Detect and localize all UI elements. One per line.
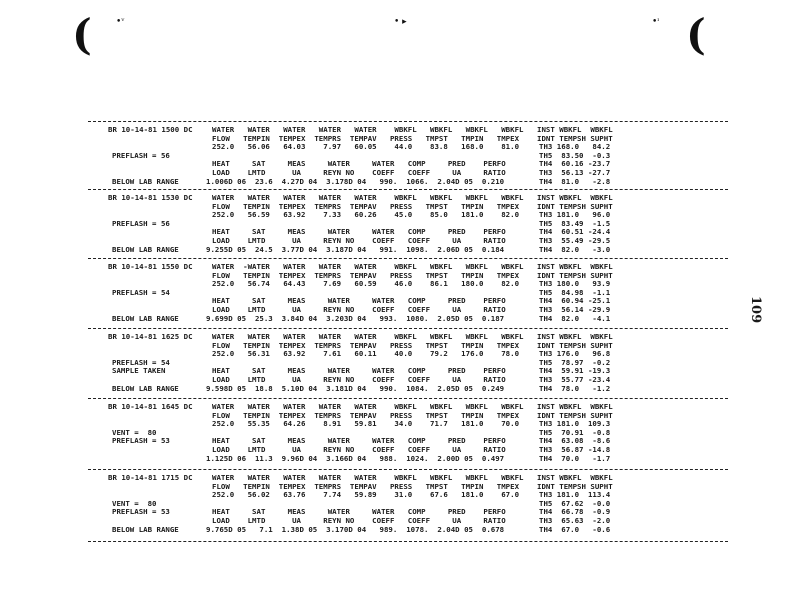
inst-row: TH3 180.0 93.9 (539, 279, 611, 289)
record-note: VENT = 80 (112, 498, 157, 508)
header-row-3: HEAT SAT MEAS WATER WATER COMP PRED PERFO (212, 507, 506, 517)
value-row-1: 252.0 56.02 63.76 7.74 59.89 31.0 67.6 181.0 67.0 (212, 490, 520, 500)
record-note: PREFLASH = 54 (112, 357, 170, 367)
inst-row: TH4 70.0 -1.7 (539, 453, 611, 463)
scan-mark: • ▸ (394, 17, 407, 27)
record-note: SAMPLE TAKEN (112, 366, 166, 376)
value-row-2: 9.699D 05 25.3 3.84D 04 3.203D 04 993. 1080. 2.05D 05 0.187 (206, 313, 505, 323)
header-row-1: WATER WATER WATER WATER WATER WBKFL WBKFL WBKFL WBKFL (212, 332, 524, 341)
header-row-4: LOAD LMTD UA REYN NO COEFF COEFF UA RATIO (212, 168, 506, 177)
inst-header-2: IDNT TEMPSH SUPHT (537, 340, 613, 350)
record-id: BR 10-14-81 1645 DC (108, 402, 193, 411)
record-id: BR 10-14-81 1500 DC (108, 125, 193, 134)
scan-mark: •ᵛ (116, 17, 125, 27)
range-note: BELOW LAB RANGE (112, 176, 179, 186)
header-row-1: WATER WATER WATER WATER WATER WBKFL WBKFL WBKFL WBKFL (212, 125, 524, 134)
separator-rule (88, 469, 728, 470)
value-row-1: 252.0 56.59 63.92 7.33 60.26 45.0 85.0 181.0 82.0 (212, 210, 520, 220)
header-row-3: HEAT SAT MEAS WATER WATER COMP PRED PERFO (212, 227, 506, 237)
record-id: BR 10-14-81 1550 DC (108, 262, 193, 271)
scan-mark: •ᶦ (652, 17, 660, 27)
inst-row: TH4 60.16 -23.7 (539, 159, 611, 169)
header-row-2: FLOW TEMPIN TEMPEX TEMPRS TEMPAV PRESS TMPST TMPIN TMPEX (212, 270, 520, 280)
right-bracket-mark: ( (686, 10, 706, 59)
inst-header-1: INST WBKFL WBKFL (537, 473, 613, 482)
record-note: PREFLASH = 56 (112, 150, 170, 160)
inst-header-1: INST WBKFL WBKFL (537, 402, 613, 411)
inst-header-1: INST WBKFL WBKFL (537, 332, 613, 341)
header-row-3: HEAT SAT MEAS WATER WATER COMP PRED PERFO (212, 366, 506, 376)
inst-row: TH4 59.91 -19.3 (539, 366, 611, 376)
inst-row: TH4 78.0 -1.2 (539, 383, 611, 393)
value-row-2: 9.255D 05 24.5 3.77D 04 3.187D 04 991. 1098. 2.06D 05 0.184 (206, 244, 505, 254)
header-row-1: WATER WATER WATER WATER WATER WBKFL WBKFL WBKFL WBKFL (212, 473, 524, 482)
range-note: BELOW LAB RANGE (112, 383, 179, 393)
inst-row: TH3 181.0 109.3 (539, 419, 611, 429)
inst-row: TH4 67.0 -0.6 (539, 524, 611, 534)
inst-row: TH4 66.78 -0.9 (539, 507, 611, 517)
header-row-1: WATER -WATER WATER WATER WATER WBKFL WBKFL WBKFL WBKFL (212, 262, 524, 271)
value-row-1: 252.0 56.31 63.92 7.61 60.11 40.0 79.2 176.0 78.0 (212, 349, 520, 359)
separator-rule (88, 398, 728, 399)
record-note: VENT = 80 (112, 427, 157, 437)
value-row-2: 1.125D 06 11.3 9.96D 04 3.166D 04 988. 1024. 2.00D 05 0.497 (206, 453, 505, 463)
record-id: BR 10-14-81 1530 DC (108, 193, 193, 202)
inst-row: TH4 60.94 -25.1 (539, 296, 611, 306)
value-row-1: 252.0 55.35 64.26 8.91 59.81 34.0 71.7 181.0 70.0 (212, 419, 520, 429)
header-row-2: FLOW TEMPIN TEMPEX TEMPRS TEMPAV PRESS TMPST TMPIN TMPEX (212, 410, 520, 420)
inst-row: TH5 83.49 -1.5 (539, 218, 611, 228)
header-row-4: LOAD LMTD UA REYN NO COEFF COEFF UA RATIO (212, 375, 506, 384)
inst-header-2: IDNT TEMPSH SUPHT (537, 481, 613, 491)
inst-header-1: INST WBKFL WBKFL (537, 193, 613, 202)
range-note: BELOW LAB RANGE (112, 524, 179, 534)
range-note: BELOW LAB RANGE (112, 313, 179, 323)
header-row-4: LOAD LMTD UA REYN NO COEFF COEFF UA RATIO (212, 445, 506, 454)
value-row-2: 9.765D 05 7.1 1.38D 05 3.170D 04 989. 1078. 2.04D 05 0.678 (206, 524, 505, 534)
inst-header-2: IDNT TEMPSH SUPHT (537, 410, 613, 420)
left-bracket-mark: ( (72, 10, 92, 59)
header-row-2: FLOW TEMPIN TEMPEX TEMPRS TEMPAV PRESS TMPST TMPIN TMPEX (212, 340, 520, 350)
header-row-2: FLOW TEMPIN TEMPEX TEMPRS TEMPAV PRESS TMPST TMPIN TMPEX (212, 133, 520, 143)
header-row-4: LOAD LMTD UA REYN NO COEFF COEFF UA RATIO (212, 236, 506, 245)
inst-row: TH5 70.91 -0.8 (539, 427, 611, 437)
inst-row: TH3 55.77 -23.4 (539, 375, 611, 384)
separator-rule (88, 541, 728, 542)
inst-row: TH3 65.63 -2.0 (539, 516, 611, 525)
value-row-2: 1.006D 06 23.6 4.27D 04 3.178D 04 990. 1066. 2.04D 05 0.210 (206, 176, 505, 186)
inst-header-1: INST WBKFL WBKFL (537, 262, 613, 271)
inst-row: TH4 60.51 -24.4 (539, 227, 611, 237)
range-note: BELOW LAB RANGE (112, 244, 179, 254)
inst-header-1: INST WBKFL WBKFL (537, 125, 613, 134)
inst-row: TH4 82.0 -4.1 (539, 313, 611, 323)
record-id: BR 10-14-81 1715 DC (108, 473, 193, 482)
inst-row: TH3 181.0 96.0 (539, 210, 611, 220)
inst-row: TH5 84.98 -1.1 (539, 287, 611, 297)
inst-row: TH5 83.50 -0.3 (539, 150, 611, 160)
inst-row: TH5 67.62 -0.0 (539, 498, 611, 508)
inst-row: TH3 181.0 113.4 (539, 490, 611, 500)
inst-row: TH3 56.87 -14.8 (539, 445, 611, 454)
header-row-1: WATER WATER WATER WATER WATER WBKFL WBKFL WBKFL WBKFL (212, 193, 524, 202)
header-row-1: WATER WATER WATER WATER WATER WBKFL WBKFL WBKFL WBKFL (212, 402, 524, 411)
inst-row: TH5 78.97 -0.2 (539, 357, 611, 367)
inst-header-2: IDNT TEMPSH SUPHT (537, 133, 613, 143)
inst-row: TH3 56.14 -29.9 (539, 305, 611, 314)
inst-row: TH4 82.0 -3.0 (539, 244, 611, 254)
header-row-3: HEAT SAT MEAS WATER WATER COMP PRED PERFO (212, 159, 506, 169)
inst-header-2: IDNT TEMPSH SUPHT (537, 270, 613, 280)
inst-row: TH4 81.0 -2.8 (539, 176, 611, 186)
inst-row: TH3 56.13 -27.7 (539, 168, 611, 177)
header-row-4: LOAD LMTD UA REYN NO COEFF COEFF UA RATIO (212, 516, 506, 525)
record-id: BR 10-14-81 1625 DC (108, 332, 193, 341)
inst-row: TH3 55.49 -29.5 (539, 236, 611, 245)
inst-row: TH3 168.0 84.2 (539, 142, 611, 152)
header-row-3: HEAT SAT MEAS WATER WATER COMP PRED PERFO (212, 436, 506, 446)
inst-row: TH4 63.08 -8.6 (539, 436, 611, 446)
record-note: PREFLASH = 53 (112, 507, 170, 517)
inst-header-2: IDNT TEMPSH SUPHT (537, 201, 613, 211)
header-row-2: FLOW TEMPIN TEMPEX TEMPRS TEMPAV PRESS TMPST TMPIN TMPEX (212, 481, 520, 491)
value-row-1: 252.0 56.74 64.43 7.69 60.59 46.0 86.1 180.0 82.0 (212, 279, 520, 289)
separator-rule (88, 258, 728, 259)
header-row-4: LOAD LMTD UA REYN NO COEFF COEFF UA RATIO (212, 305, 506, 314)
header-row-3: HEAT SAT MEAS WATER WATER COMP PRED PERFO (212, 296, 506, 306)
page-number: 109 (748, 296, 763, 324)
inst-row: TH3 176.0 96.8 (539, 349, 611, 359)
value-row-2: 9.598D 05 18.8 5.10D 04 3.181D 04 990. 1084. 2.05D 05 0.249 (206, 383, 505, 393)
header-row-2: FLOW TEMPIN TEMPEX TEMPRS TEMPAV PRESS TMPST TMPIN TMPEX (212, 201, 520, 211)
separator-rule (88, 189, 728, 190)
record-note: PREFLASH = 54 (112, 287, 170, 297)
record-note: PREFLASH = 53 (112, 436, 170, 446)
value-row-1: 252.0 56.06 64.03 7.97 60.05 44.0 83.8 168.0 81.0 (212, 142, 520, 152)
separator-rule (88, 121, 728, 122)
record-note: PREFLASH = 56 (112, 218, 170, 228)
separator-rule (88, 328, 728, 329)
